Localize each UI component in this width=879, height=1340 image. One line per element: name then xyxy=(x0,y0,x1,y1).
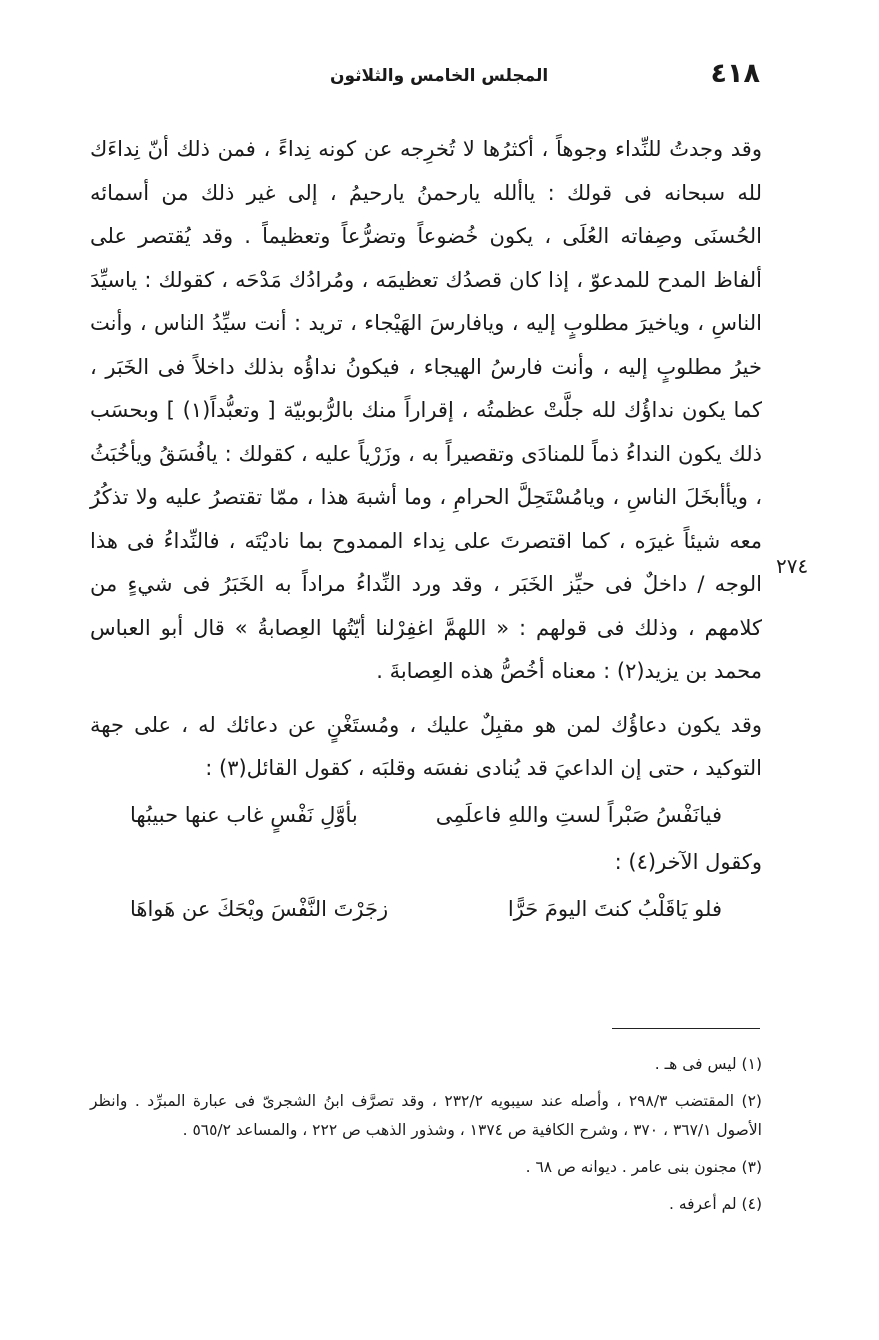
paragraph: وقد يكون دعاؤُك لمن هو مقبِلٌ عليك ، ومُستَغْنٍ عن دعائك له ، على جهة التوكيد ، حتى إن الداعيَ قد يُنادى نفسَه وقلبَه ، كقول القائل(٣) : xyxy=(90,712,762,780)
poetry-verse xyxy=(90,791,762,839)
footnote: (٤) لم أعرفه . xyxy=(668,1195,762,1213)
verse-hemistich-second: بأوَّلِ نَفْسٍ غاب عنها حبيبُها xyxy=(130,802,358,827)
footnote: (٣) مجنون بنى عامر . ديوانه ص ٦٨ . xyxy=(525,1158,762,1176)
paragraph: وقد وجدتُ للنِّداء وجوهاً ، أكثرُها لا تُخرِجه عن كونه نِداءً ، فمن ذلك أنّ نِداءَك لله سبحانه فى قولك : ياألله يارحمنُ يارحيمُ ، إلى غير ذلك من أسمائه الحُسنَى وصِفاته العُلَى ، يكون خُضوعاً وتضرُّعاً وتعظيماً . وقد يُقتصر على ألفاظ المدح للمدعوّ ، إذا كان قصدُك تعظيمَه ، ومُرادُك مَدْحَه ، كقولك : ياسيِّدَ الناسِ ، وياخيرَ مطلوبٍ إليه ، ويافارسَ الهَيْجاء ، تريد : أنت سيِّدُ الناس ، وأنت خيرُ مطلوبٍ إليه ، وأنت فارسُ الهيجاء ، فيكونُ نداؤُه بذلك داخلاً فى الخَبَر ، كما يكون نداؤُك لله جلَّتْ عظمتُه ، إقراراً منك بالرُّبوبيّة [ وتعبُّداً(١) ] وبحسَب ذلك يكون النداءُ ذماً للمنادَى وتقصيراً به ، وزَرْياً عليه ، كقولك : يافُسَقُ ويأخُبَثُ ، ويأأبخَلَ الناسِ ، ويامُسْتَحِلَّ الحرامِ ، وما أشبهَ هذا ، ممّا تقتصرُ عليه ولا تذكُرُ معه شيئاً غيرَه ، كما اقتصرتَ على نِداء الممدوح بما ناديْتَه ، فالنِّداءُ فى هذا الوجه / داخلٌ فى حيِّز الخَبَر ، وقد ورد النِّداءُ مراداً به الخَبَرُ فى شيءٍ من كلامهم ، وذلك فى قولهم : « اللهمَّ اغفِرْلنا أيّتُها العِصابةُ » قال أبو العباس محمد بن يزيد(٢) : معناه أخُصُّ هذه العِصابةَ . xyxy=(90,137,762,683)
running-title: المجلس الخامس والثلاثون xyxy=(330,66,549,86)
footnote: (١) ليس فى هـ . xyxy=(654,1055,762,1073)
main-text xyxy=(90,128,762,933)
page-number: ٤١٨ xyxy=(710,58,760,89)
verse-hemistich-first: فلو يَاقَلْبُ كنتَ اليومَ حَرًّا xyxy=(507,896,722,921)
poetry-verse xyxy=(90,885,762,933)
footnote-divider xyxy=(612,1028,760,1029)
footnote: (٢) المقتضب ٢٩٨/٣ ، وأصله عند سيبويه ٢٣٢/٢ ، وقد تصرَّف ابنُ الشجرىّ فى عبارة المبرِّد . وانظر الأصول ٣٦٧/١ ، ٣٧٠ ، وشرح الكافية ص ١٣٧٤ ، وشذور الذهب ص ٢٢٢ ، والمساعد ٥٦٥/٢ . xyxy=(90,1092,762,1139)
verse-hemistich-second: زجَرْتَ النَّفْسَ ويْحَكَ عن هَواهَا xyxy=(130,896,389,921)
verse-introduction: وكقول الآخر(٤) : xyxy=(614,849,762,874)
margin-page-reference: ٢٧٤ xyxy=(776,554,809,578)
verse-hemistich-first: فيانَفْسُ صَبْراً لستِ واللهِ فاعلَمِى xyxy=(435,802,722,827)
page-header xyxy=(330,58,760,98)
footnotes xyxy=(90,1050,762,1227)
